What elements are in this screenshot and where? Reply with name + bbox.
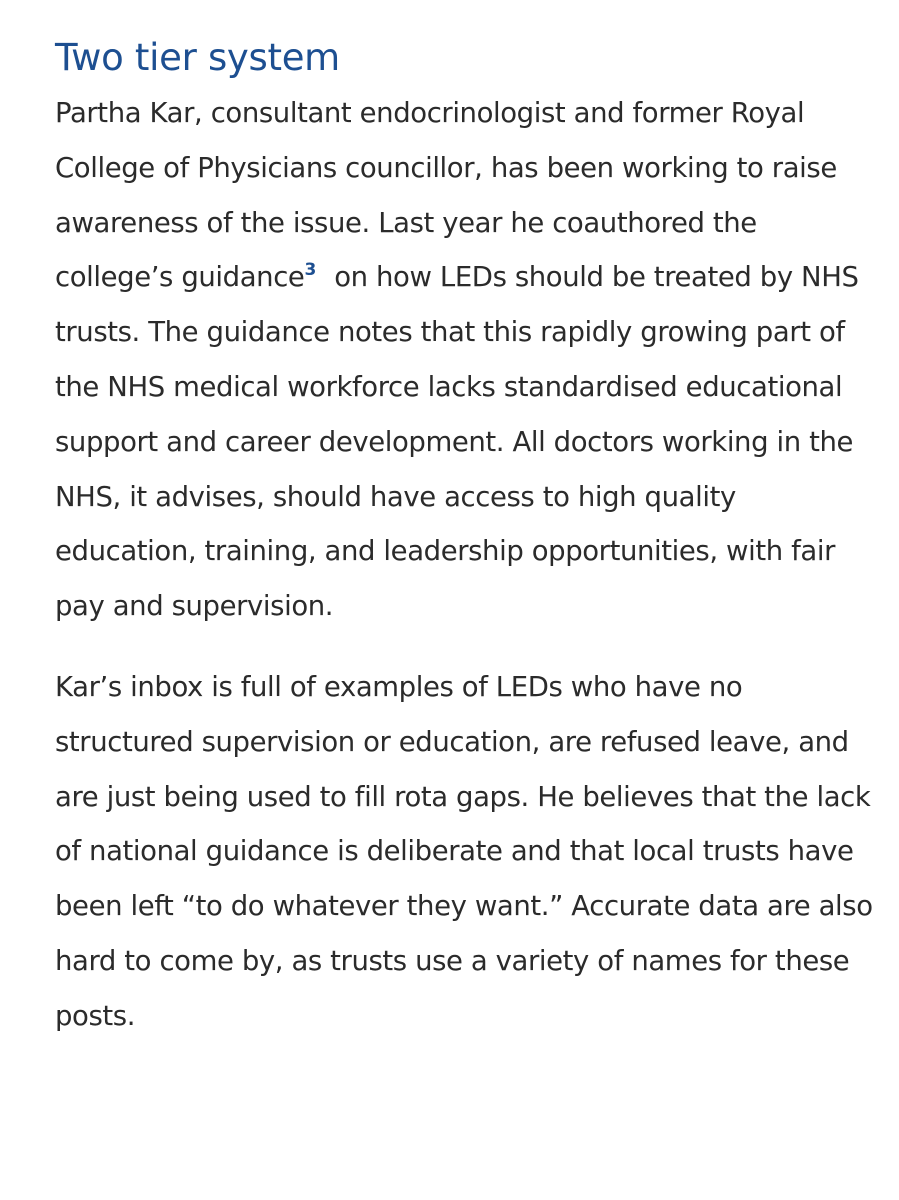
reference-link[interactable]: 3 [304,260,316,281]
paragraph-2: Kar’s inbox is full of examples of LEDs who have no structured supervision or education, are refused leave, and are just being used to fill rota gaps. He believes that the lack of national guidance is deliberate and that local trusts have been left “to do whatever they want.” Accurate data are also hard to come by, as trusts use a variety of names for these posts. [55,670,873,1032]
paragraph-1 [55,86,875,634]
paragraph-1-text-after-ref: on how LEDs should be treated by NHS trusts. The guidance notes that this rapidly growing part of the NHS medical workforce lacks standardised educational support and career development. All doctors working in the NHS, it advises, should have access to high quality education, training, and leadership opportunities, with fair pay and supervision. [55,261,859,623]
paragraph-1-text-before-ref: Partha Kar, consultant endocrinologist and former Royal College of Physicians councillor, has been working to raise awareness of the issue. Last year he coauthored the college’s guidance [55,97,837,294]
section-heading: Two tier system [55,36,340,79]
article-section [55,30,875,1044]
